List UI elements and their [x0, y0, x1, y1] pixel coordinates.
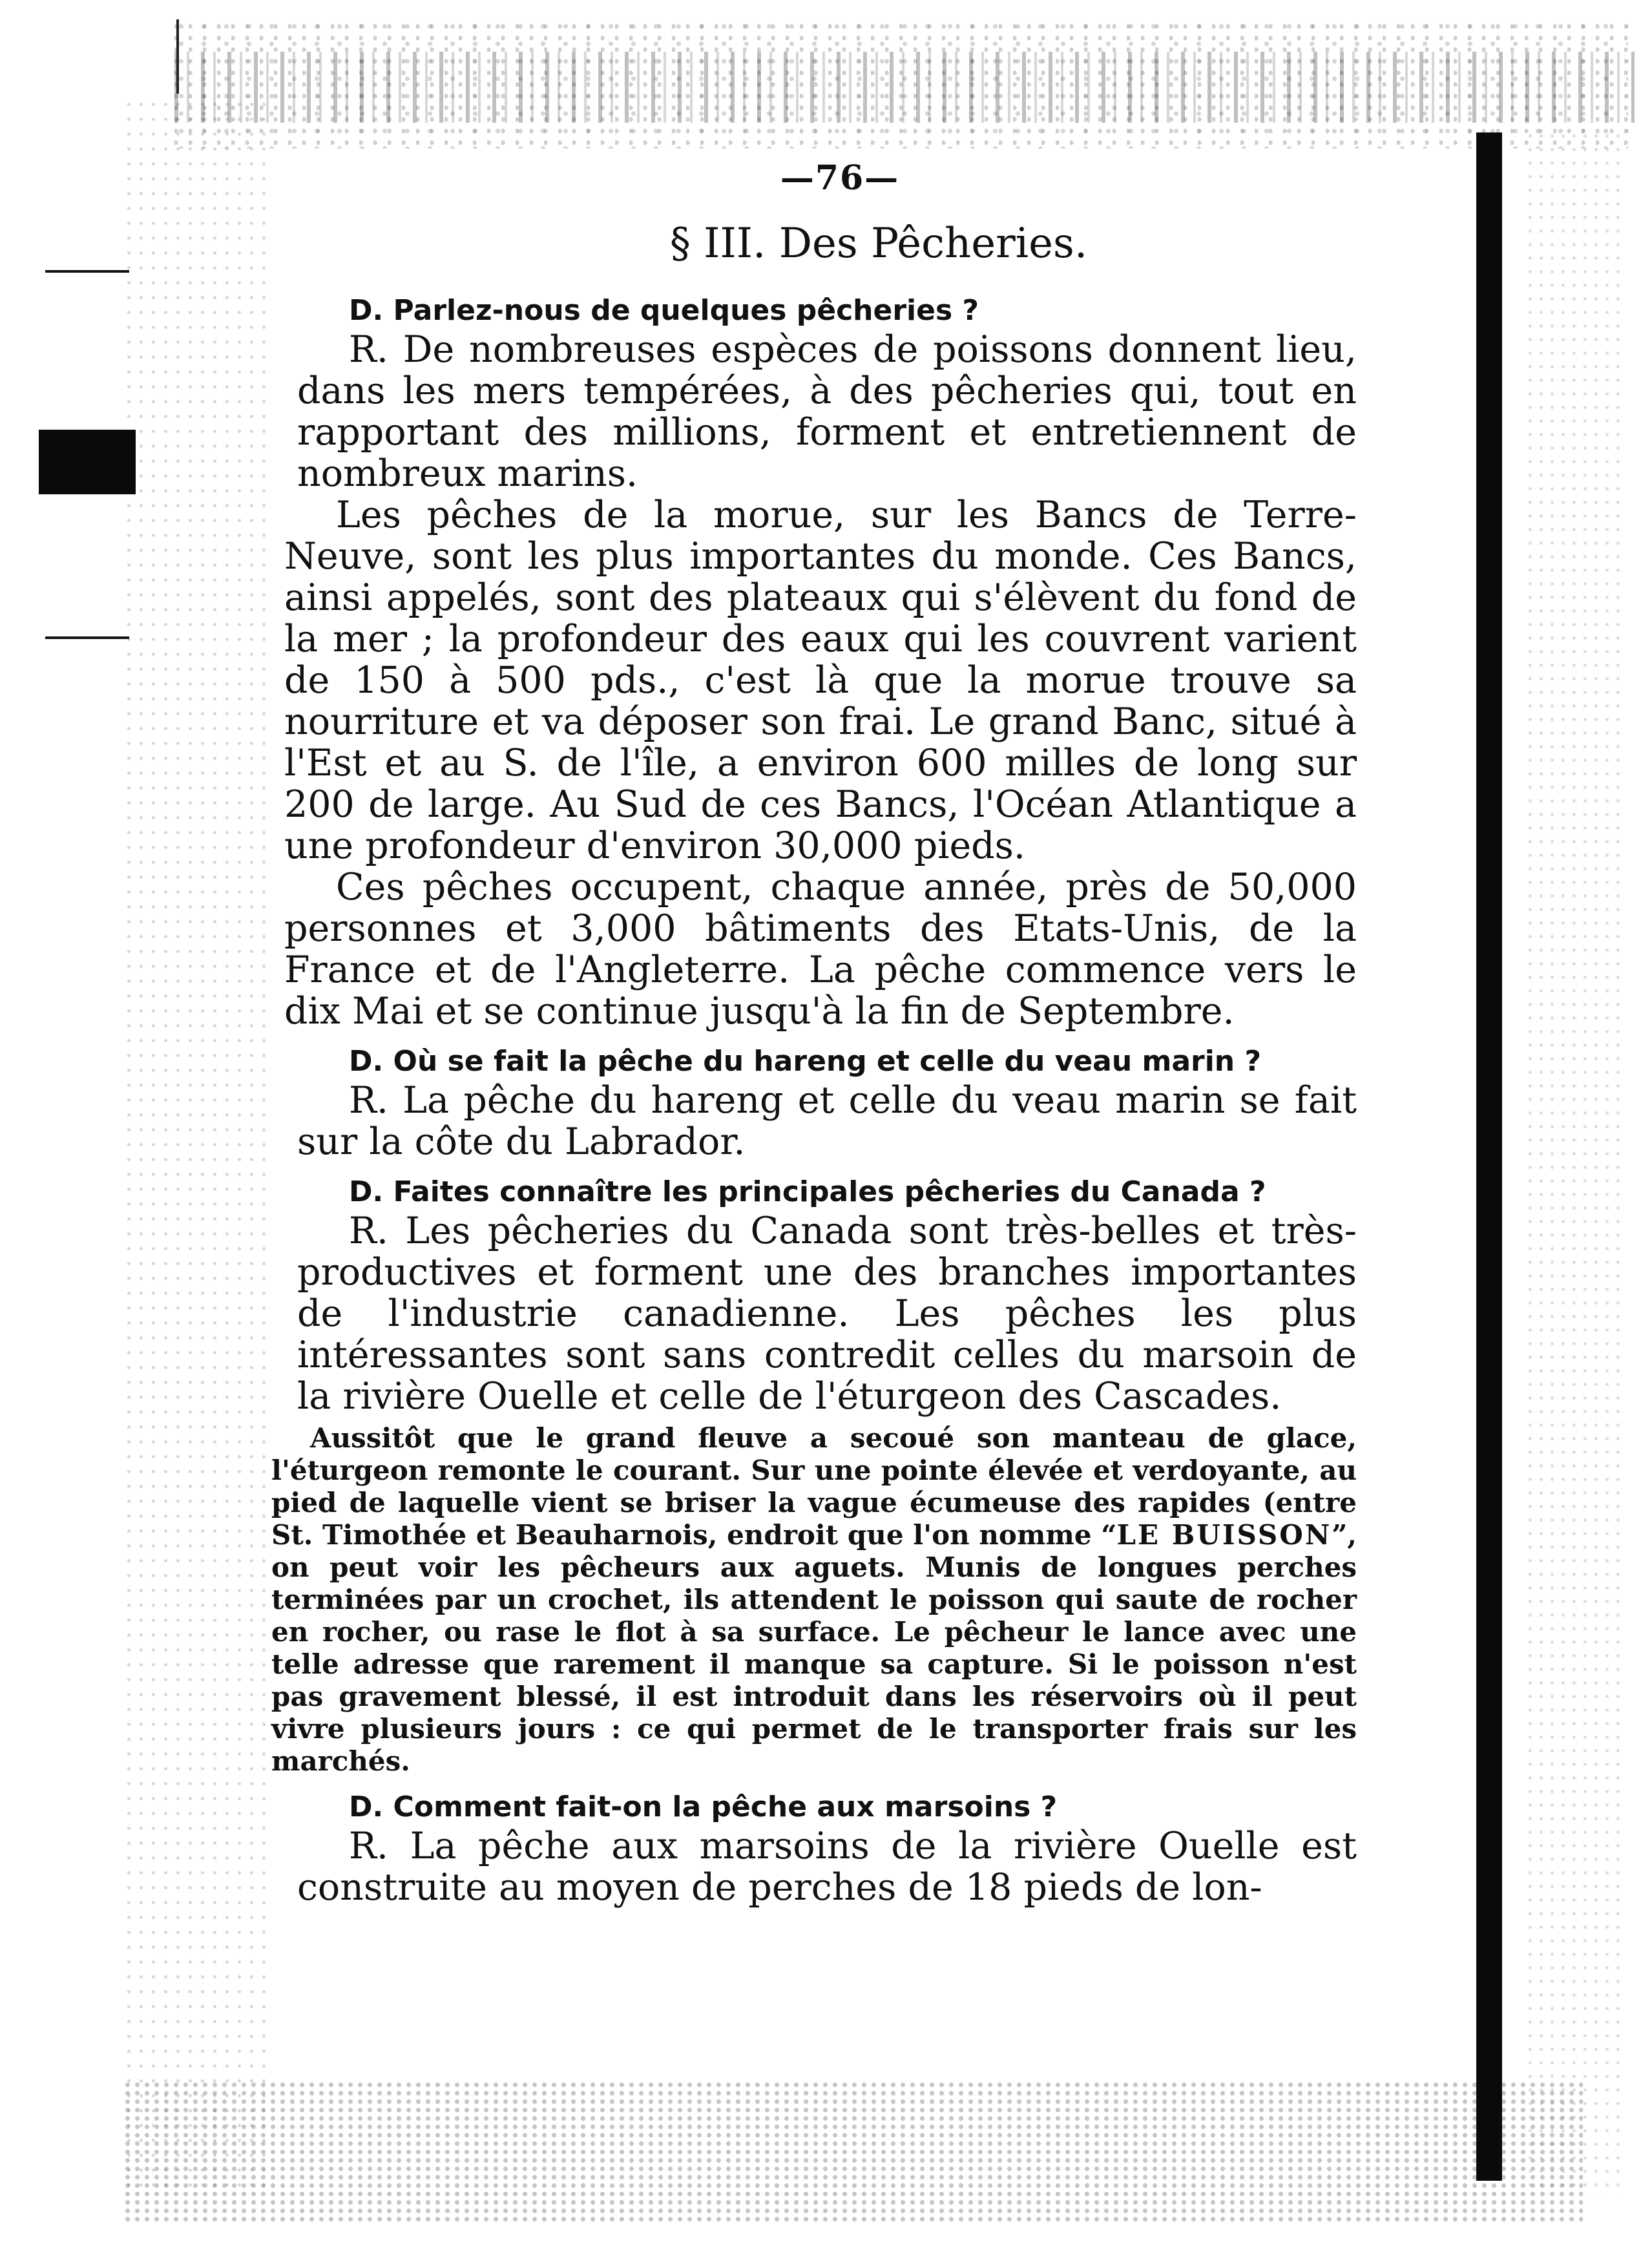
note-sturgeon-text-2: ”, on peut voir les pêcheurs aux aguets. Munis de longues perches terminées par un crochet, ils attendent le poisson qui saute de rocher en rocher, ou rase le flot à sa surface. Le pêcheur le lance avec une telle adresse que rarement il manque sa capture. Si le poisson n'est pas gravement blessé, il est introduit dans les réservoirs où il peut vivre plusieurs jours : ce qui permet de le transporter frais sur les marchés. [271, 1519, 1357, 1777]
note-sturgeon [271, 1422, 1357, 1778]
place-name-le-buisson: LE BUISSON [1116, 1519, 1332, 1551]
question-1: D. Parlez-nous de quelques pêcheries ? [349, 294, 979, 327]
scan-noise-top-edge [174, 52, 1635, 123]
answer-2: R. La pêche du hareng et celle du veau marin se fait sur la côte du Labrador. [297, 1079, 1357, 1163]
question-2: D. Où se fait la pêche du hareng et celle du veau marin ? [349, 1045, 1261, 1078]
question-3: D. Faites connaître les principales pêcheries du Canada ? [349, 1175, 1266, 1208]
binding-edge-bar [1476, 132, 1502, 2181]
answer-3: R. Les pêcheries du Canada sont très-belles et très-productives et forment une des branches importantes de l'industrie canadienne. Les pêches les plus intéressantes sont sans contredit celles du marsoin de la rivière Ouelle et celle de l'éturgeon des Cascades. [297, 1210, 1357, 1418]
section-title: § III. Des Pêcheries. [669, 220, 1088, 268]
answer-4: R. La pêche aux marsoins de la rivière Ouelle est construite au moyen de perches de 18 pieds de lon- [297, 1825, 1357, 1909]
margin-rule-upper [45, 270, 129, 273]
margin-rule-lower [45, 636, 129, 639]
margin-vertical-mark [176, 19, 179, 94]
book-page [246, 145, 1408, 2116]
paragraph-cod-banks: Les pêches de la morue, sur les Bancs de Terre-Neuve, sont les plus importantes du monde. Ces Bancs, ainsi appelés, sont des plateaux qui s'élèvent du fond de la mer ; la profondeur des eaux qui les couvrent varient de 150 à 500 pds., c'est là que la morue trouve sa nourriture et va déposer son frai. Le grand Banc, situé à l'Est et au S. de l'île, a environ 600 milles de long sur 200 de large. Au Sud de ces Bancs, l'Océan Atlantique a une profondeur d'environ 30,000 pieds. [284, 494, 1357, 867]
question-4: D. Comment fait-on la pêche aux marsoins ? [349, 1790, 1058, 1823]
note-sturgeon-text-1: Aussitôt que le grand fleuve a secoué son manteau de glace, l'éturgeon remonte le courant. Sur une pointe élevée et verdoyante, au pied de laquelle vient se briser la vague écumeuse des rapides (entre St. Timothée et Beauharnois, endroit que l'on nomme “ [271, 1422, 1357, 1551]
page-number: —76— [780, 158, 900, 198]
page-body [246, 281, 1357, 1908]
scan-noise-right [1525, 129, 1622, 2197]
margin-black-block [39, 430, 136, 494]
paragraph-fishery-season: Ces pêches occupent, chaque année, près de 50,000 personnes et 3,000 bâtiments des Etats-Unis, de la France et de l'Angleterre. La pêche commence vers le dix Mai et se continue jusqu'à la fin de Septembre. [284, 866, 1357, 1033]
answer-1: R. De nombreuses espèces de poissons donnent lieu, dans les mers tempérées, à des pêcheries qui, tout en rapportant des millions, forment et entretiennent de nombreux marins. [297, 328, 1357, 495]
